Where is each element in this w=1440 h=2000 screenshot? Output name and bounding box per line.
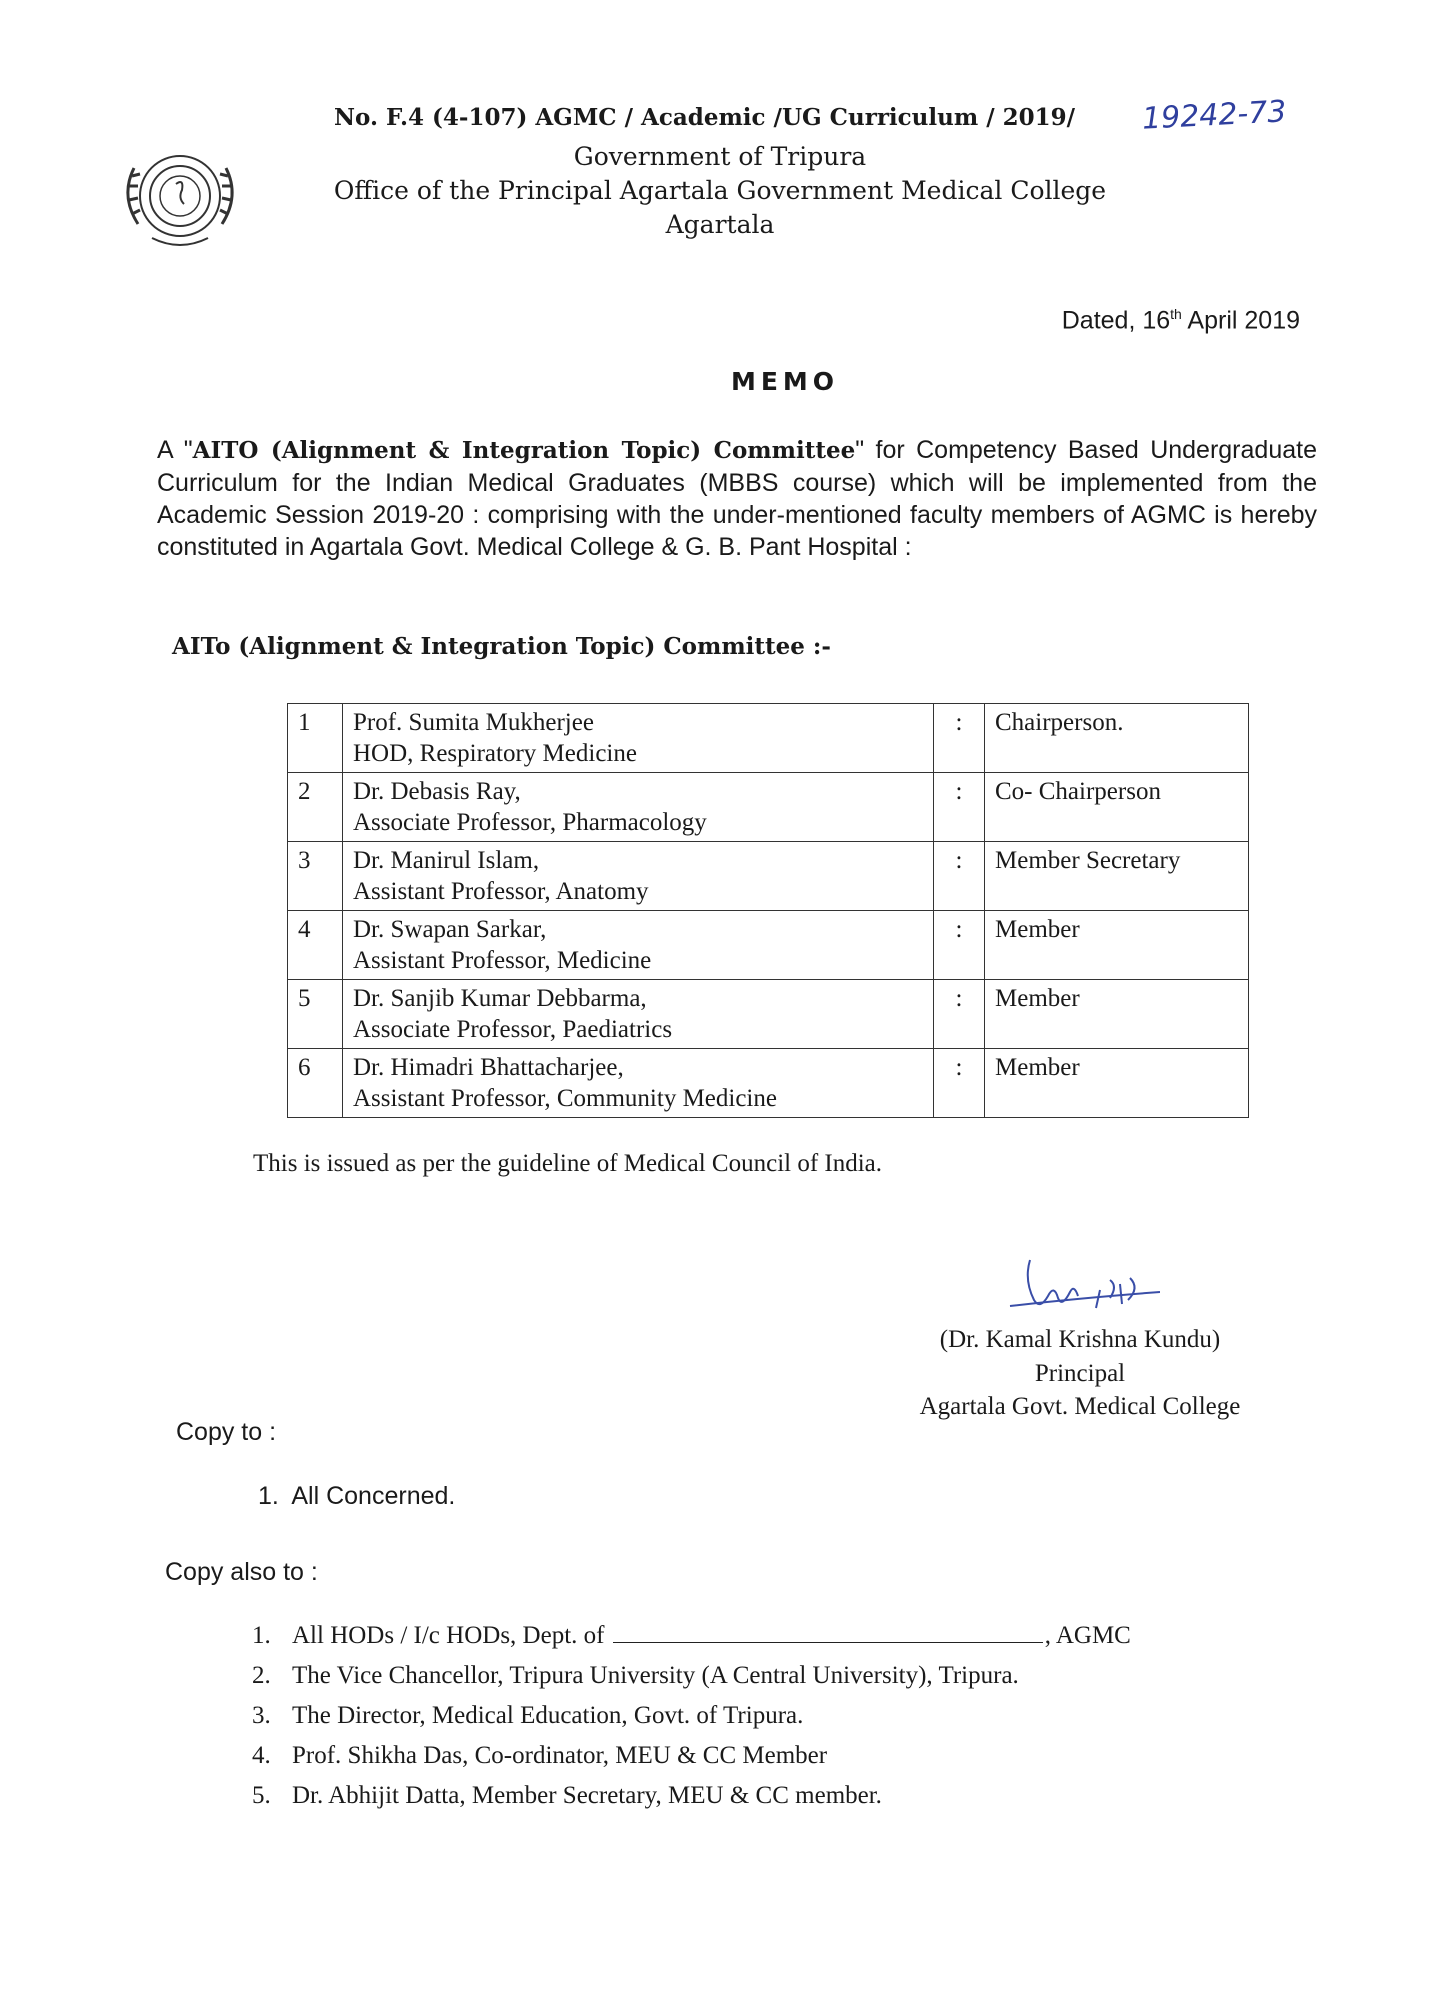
copy-to-label: Copy to : <box>176 1418 277 1446</box>
member-number: 6 <box>288 1049 343 1118</box>
member-details <box>343 704 934 773</box>
member-role: Member <box>985 911 1249 980</box>
member-number: 3 <box>288 842 343 911</box>
committee-members-table <box>287 703 1249 1118</box>
signer-name: (Dr. Kamal Krishna Kundu) <box>939 1326 1221 1353</box>
member-colon: : <box>934 773 985 842</box>
member-number: 4 <box>288 911 343 980</box>
date-line: Dated, 16th April 2019 <box>1061 306 1300 335</box>
office-line: Office of the Principal Agartala Government Medical College <box>333 176 1107 205</box>
member-row <box>288 1049 1249 1118</box>
member-row <box>288 704 1249 773</box>
committee-heading: AITo (Alignment & Integration Topic) Committee :- <box>172 633 831 660</box>
member-designation: Assistant Professor, Medicine <box>353 947 652 974</box>
member-role: Member <box>985 1049 1249 1118</box>
member-number: 1 <box>288 704 343 773</box>
member-role: Chairperson. <box>985 704 1249 773</box>
member-row <box>288 980 1249 1049</box>
government-line: Government of Tripura <box>573 142 867 171</box>
member-designation: Assistant Professor, Community Medicine <box>353 1085 777 1112</box>
member-colon: : <box>934 1049 985 1118</box>
copy-also-to-label: Copy also to : <box>165 1558 318 1586</box>
member-colon: : <box>934 911 985 980</box>
member-name: Dr. Debasis Ray, <box>353 778 521 805</box>
copy-also-item: 2. The Vice Chancellor, Tripura University (A Central University), Tripura. <box>252 1662 1019 1689</box>
signer-organization: Agartala Govt. Medical College <box>919 1393 1241 1420</box>
member-colon: : <box>934 980 985 1049</box>
principal-signature <box>1000 1250 1160 1320</box>
signer-title: Principal <box>1034 1360 1126 1387</box>
memo-body: A "AITO (Alignment & Integration Topic) Committee" for Competency Based Undergraduate Curriculum for the Indian Medical Graduates (MBBS course) which will be implemented from the Academic Session 2019-20 : comprising with the under-mentioned faculty members of AGMC is hereby constituted in Agartala Govt. Medical College & G. B. Pant Hospital : <box>157 436 1317 561</box>
copy-also-item: 4. Prof. Shikha Das, Co-ordinator, MEU & CC Member <box>252 1742 828 1769</box>
member-role: Co- Chairperson <box>985 773 1249 842</box>
copy-to-item: 1. All Concerned. <box>258 1482 456 1510</box>
member-details <box>343 980 934 1049</box>
member-number: 5 <box>288 980 343 1049</box>
handwritten-dispatch-number: 19242-73 <box>1141 94 1288 137</box>
member-designation: Associate Professor, Paediatrics <box>353 1016 673 1043</box>
copy-also-item: 3. The Director, Medical Education, Govt. of Tripura. <box>252 1702 804 1729</box>
member-designation: HOD, Respiratory Medicine <box>353 740 637 767</box>
member-row <box>288 842 1249 911</box>
member-number: 2 <box>288 773 343 842</box>
member-colon: : <box>934 842 985 911</box>
copy-also-to-list <box>252 1622 1131 1822</box>
member-details <box>343 911 934 980</box>
member-name: Prof. Sumita Mukherjee <box>353 709 594 736</box>
member-name: Dr. Swapan Sarkar, <box>353 916 547 943</box>
reference-number: No. F.4 (4-107) AGMC / Academic /UG Curriculum / 2019/ <box>334 104 1076 131</box>
committee-name: AITO (Alignment & Integration Topic) Committee <box>192 437 856 464</box>
dept-blank-line <box>613 1622 1043 1643</box>
member-designation: Associate Professor, Pharmacology <box>353 809 707 836</box>
member-name: Dr. Himadri Bhattacharjee, <box>353 1054 624 1081</box>
member-role: Member <box>985 980 1249 1049</box>
memo-title: MEMO <box>730 367 840 396</box>
member-designation: Assistant Professor, Anatomy <box>353 878 649 905</box>
member-name: Dr. Sanjib Kumar Debbarma, <box>353 985 647 1012</box>
copy-also-item: 1. All HODs / I/c HODs, Dept. of , AGMC <box>252 1622 1131 1649</box>
member-colon: : <box>934 704 985 773</box>
member-details <box>343 1049 934 1118</box>
member-row <box>288 911 1249 980</box>
member-name: Dr. Manirul Islam, <box>353 847 540 874</box>
issued-note: This is issued as per the guideline of Medical Council of India. <box>253 1150 883 1177</box>
member-role: Member Secretary <box>985 842 1249 911</box>
member-row <box>288 773 1249 842</box>
member-details <box>343 773 934 842</box>
city-line: Agartala <box>665 210 775 239</box>
member-details <box>343 842 934 911</box>
copy-also-item: 5. Dr. Abhijit Datta, Member Secretary, MEU & CC member. <box>252 1782 882 1809</box>
